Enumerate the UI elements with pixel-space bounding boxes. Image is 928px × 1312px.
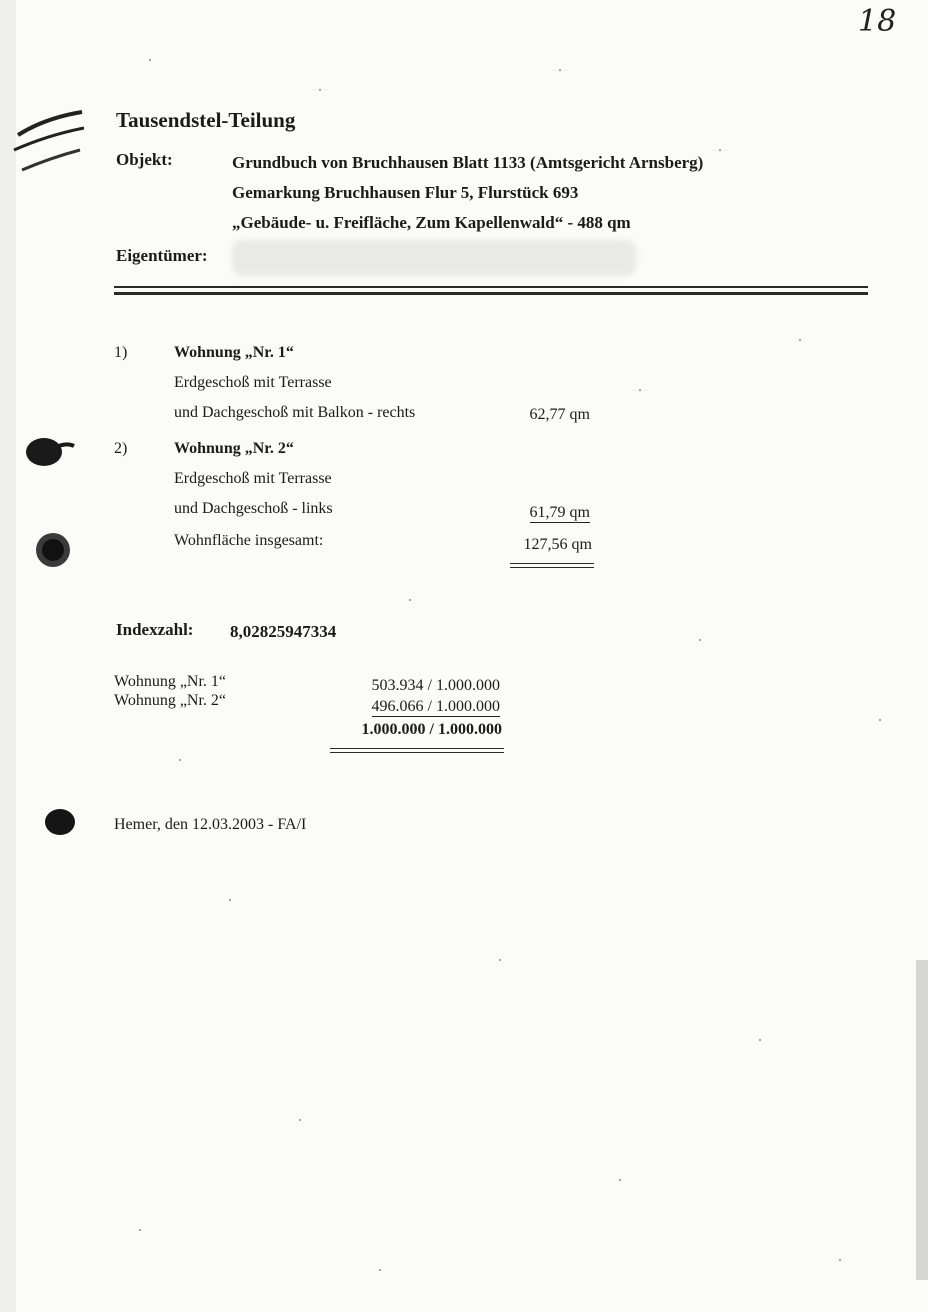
index-label: Indexzahl: (116, 620, 194, 639)
document-title: Tausendstel-Teilung (116, 108, 296, 132)
unit-2-desc-1: Erdgeschoß mit Terrasse (174, 470, 332, 487)
objekt-label: Objekt: (116, 150, 173, 169)
shares-rule-2 (330, 752, 504, 753)
share-2-name: Wohnung „Nr. 2“ (114, 692, 227, 709)
unit-2-name: Wohnung „Nr. 2“ (174, 440, 294, 457)
shares-rule-1 (330, 748, 504, 749)
footer-date: Hemer, den 12.03.2003 - FA/I (114, 816, 307, 833)
header-rule-bottom (114, 292, 868, 295)
objekt-line-3: „Gebäude- u. Freifläche, Zum Kapellenwald“ - 488 qm (232, 213, 631, 232)
header-rule-top (114, 286, 868, 288)
eigentuemer-label: Eigentümer: (116, 246, 208, 265)
page-number: 18 (858, 4, 897, 39)
unit-1-number: 1) (114, 344, 128, 361)
objekt-line-1: Grundbuch von Bruchhausen Blatt 1133 (Amtsgericht Arnsberg) (232, 153, 704, 172)
redacted-owner (232, 240, 636, 276)
unit-1-desc-1: Erdgeschoß mit Terrasse (174, 374, 332, 391)
unit-1-desc-2: und Dachgeschoß mit Balkon - rechts (174, 404, 416, 421)
shares-total: 1.000.000 / 1.000.000 (361, 721, 502, 738)
total-value: 127,56 qm (523, 536, 592, 553)
share-2-value: 496.066 / 1.000.000 (371, 698, 500, 715)
unit-1-area: 62,77 qm (529, 406, 590, 423)
total-rule-2 (510, 567, 594, 568)
total-rule-1 (510, 563, 594, 564)
unit-2-area: 61,79 qm (529, 504, 590, 521)
total-label: Wohnfläche insgesamt: (174, 532, 324, 549)
index-value: 8,02825947334 (230, 622, 337, 641)
objekt-line-2: Gemarkung Bruchhausen Flur 5, Flurstück 693 (232, 183, 579, 202)
unit-1-name: Wohnung „Nr. 1“ (174, 344, 294, 361)
share-1-name: Wohnung „Nr. 1“ (114, 673, 227, 690)
share-1-value: 503.934 / 1.000.000 (371, 677, 500, 694)
unit-2-number: 2) (114, 440, 128, 457)
unit-2-desc-2: und Dachgeschoß - links (174, 500, 333, 517)
